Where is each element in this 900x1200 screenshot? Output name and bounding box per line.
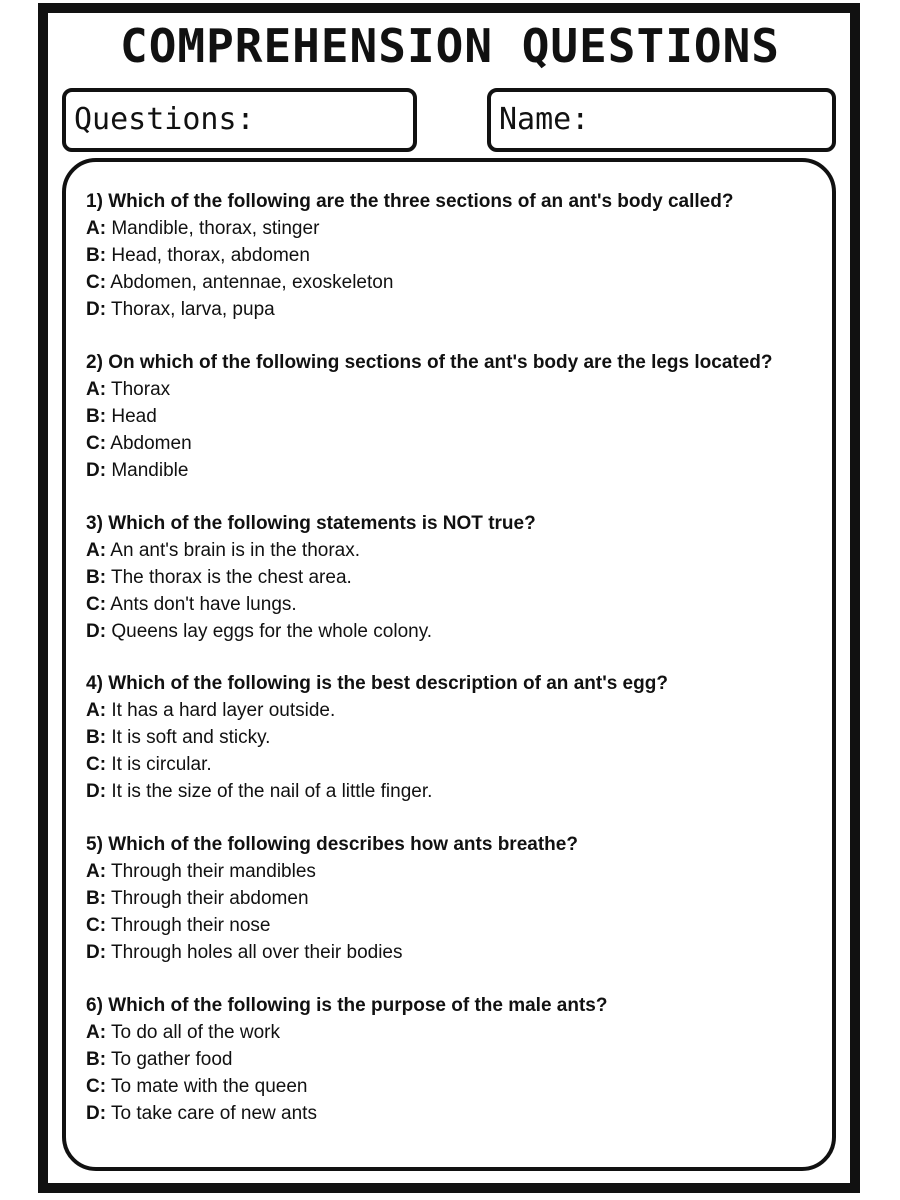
question-text: 1) Which of the following are the three sections of an ant's body called? xyxy=(86,191,734,212)
answer-option-a: A: It has a hard layer outside. xyxy=(86,700,336,722)
answer-option-d: D: Through holes all over their bodies xyxy=(86,942,403,964)
answer-option-b: B: It is soft and sticky. xyxy=(86,727,271,749)
question-text: 5) Which of the following describes how ants breathe? xyxy=(86,834,578,856)
answer-option-b: B: Through their abdomen xyxy=(86,888,309,910)
answer-option-c: C: Through their nose xyxy=(86,915,271,937)
question-text: 3) Which of the following statements is NOT true? xyxy=(86,512,536,534)
question-text: 2) On which of the following sections of the ant's body are the legs located? xyxy=(86,351,773,373)
answer-option-d: D: It is the size of the nail of a little finger. xyxy=(86,781,433,803)
answer-option-d: D: Thorax, larva, pupa xyxy=(86,299,275,320)
answer-option-b: B: The thorax is the chest area. xyxy=(86,566,352,588)
answer-option-d: D: Mandible xyxy=(86,459,189,481)
answer-option-d: D: To take care of new ants xyxy=(86,1102,317,1124)
answer-option-b: B: Head xyxy=(86,405,157,427)
question-4 xyxy=(86,670,826,831)
question-3 xyxy=(86,510,826,671)
answer-option-a: A: Through their mandibles xyxy=(86,861,316,883)
question-list xyxy=(86,188,826,1153)
question-5 xyxy=(86,831,826,992)
questions-label-box xyxy=(62,88,417,152)
question-text: 4) Which of the following is the best description of an ant's egg? xyxy=(86,673,668,695)
answer-option-a: A: To do all of the work xyxy=(86,1021,280,1043)
question-1 xyxy=(86,188,826,349)
answer-option-a: A: Mandible, thorax, stinger xyxy=(86,218,320,239)
answer-option-c: C: To mate with the queen xyxy=(86,1075,308,1097)
answer-option-c: C: Ants don't have lungs. xyxy=(86,593,297,615)
question-2 xyxy=(86,349,826,510)
answer-option-b: B: To gather food xyxy=(86,1048,233,1070)
page-title: COMPREHENSION QUESTIONS xyxy=(120,19,780,73)
answer-option-b: B: Head, thorax, abdomen xyxy=(86,245,310,266)
answer-option-c: C: It is circular. xyxy=(86,754,212,776)
answer-option-c: C: Abdomen xyxy=(86,432,192,454)
name-field-box[interactable] xyxy=(487,88,836,152)
answer-option-d: D: Queens lay eggs for the whole colony. xyxy=(86,620,433,642)
question-text: 6) Which of the following is the purpose of the male ants? xyxy=(86,994,608,1016)
answer-option-a: A: Thorax xyxy=(86,378,171,400)
answer-option-a: A: An ant's brain is in the thorax. xyxy=(86,539,361,561)
questions-label: Questions: xyxy=(74,102,255,137)
name-label: Name: xyxy=(499,102,590,137)
question-6 xyxy=(86,992,826,1153)
answer-option-c: C: Abdomen, antennae, exoskeleton xyxy=(86,272,394,293)
